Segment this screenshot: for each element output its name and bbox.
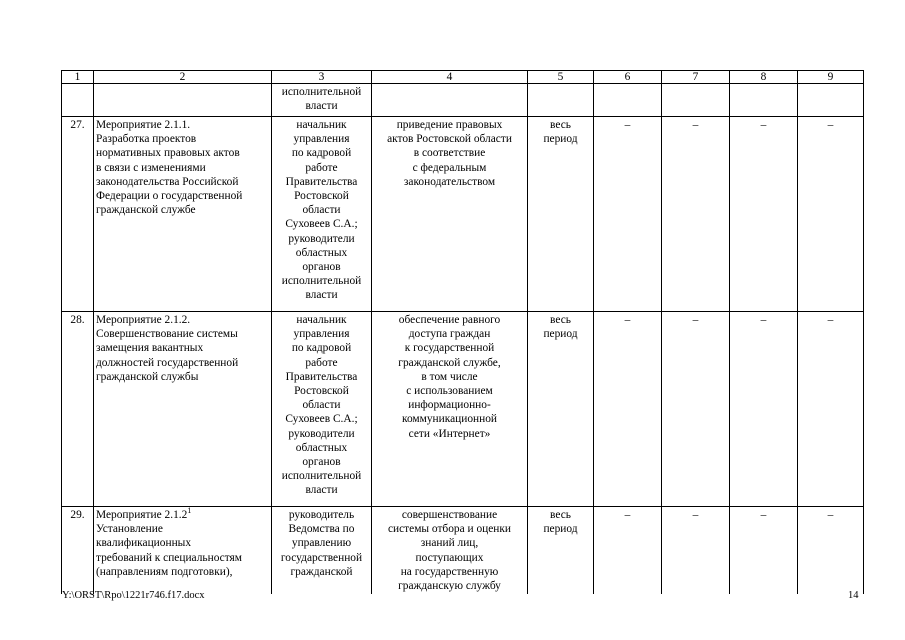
table-cell bbox=[798, 84, 864, 117]
responsible-cell: исполнительной власти bbox=[272, 84, 372, 117]
event-cell: Мероприятие 2.1.1. Разработка проектов нормативных правовых актов в связи с изменениями законодательства Российской Федерации о государственной гражданской службе bbox=[94, 117, 272, 312]
table-cell bbox=[372, 84, 528, 117]
responsible-cell: руководитель Ведомства по управлению государственной гражданской bbox=[272, 507, 372, 595]
responsible-cell: начальник управления по кадровой работе Правительства Ростовской области Суховеев С.А.; руководители областных органов исполнительной власти bbox=[272, 312, 372, 507]
header-cell-9: 9 bbox=[798, 71, 864, 84]
table-cell bbox=[528, 84, 594, 117]
event-text: Установление квалификационных требований к специальностям (направлениям подготовки), bbox=[96, 523, 242, 578]
period-cell: весь период bbox=[528, 507, 594, 595]
file-path: Y:\ORST\Rpo\1221r746.f17.docx bbox=[62, 590, 205, 601]
row-number: 27. bbox=[62, 117, 94, 312]
result-cell: обеспечение равного доступа граждан к государственной гражданской службе, в том числе с использованием информационно- коммуникационной сети «Интернет» bbox=[372, 312, 528, 507]
table-row bbox=[62, 507, 864, 595]
period-cell: весь период bbox=[528, 312, 594, 507]
table-cell bbox=[62, 84, 94, 117]
col9-cell: – bbox=[798, 117, 864, 312]
header-cell-3: 3 bbox=[272, 71, 372, 84]
continuation-row bbox=[62, 84, 864, 117]
header-row bbox=[62, 71, 864, 84]
header-cell-6: 6 bbox=[594, 71, 662, 84]
period-cell: весь период bbox=[528, 117, 594, 312]
col9-cell: – bbox=[798, 312, 864, 507]
col6-cell: – bbox=[594, 507, 662, 595]
page-number: 14 bbox=[848, 590, 859, 601]
table-row bbox=[62, 312, 864, 507]
col8-cell: – bbox=[730, 507, 798, 595]
table-row bbox=[62, 117, 864, 312]
event-cell: Мероприятие 2.1.2. Совершенствование системы замещения вакантных должностей государственной гражданской службы bbox=[94, 312, 272, 507]
table-cell bbox=[594, 84, 662, 117]
activity-table bbox=[61, 70, 864, 594]
table-cell bbox=[94, 84, 272, 117]
col9-cell: – bbox=[798, 507, 864, 595]
col7-cell: – bbox=[662, 312, 730, 507]
header-cell-1: 1 bbox=[62, 71, 94, 84]
footnote-marker: 1 bbox=[187, 506, 192, 515]
header-cell-2: 2 bbox=[94, 71, 272, 84]
row-number: 28. bbox=[62, 312, 94, 507]
row-number: 29. bbox=[62, 507, 94, 595]
col7-cell: – bbox=[662, 507, 730, 595]
table-cell bbox=[662, 84, 730, 117]
col8-cell: – bbox=[730, 117, 798, 312]
col6-cell: – bbox=[594, 117, 662, 312]
table-cell bbox=[730, 84, 798, 117]
event-title: Мероприятие 2.1.2 bbox=[96, 509, 188, 521]
header-cell-7: 7 bbox=[662, 71, 730, 84]
result-cell: приведение правовых актов Ростовской области в соответствие с федеральным законодательством bbox=[372, 117, 528, 312]
header-cell-4: 4 bbox=[372, 71, 528, 84]
responsible-cell: начальник управления по кадровой работе Правительства Ростовской области Суховеев С.А.; руководители областных органов исполнительной власти bbox=[272, 117, 372, 312]
col7-cell: – bbox=[662, 117, 730, 312]
header-cell-5: 5 bbox=[528, 71, 594, 84]
result-cell: совершенствование системы отбора и оценки знаний лиц, поступающих на государственную гражданскую службу bbox=[372, 507, 528, 595]
col8-cell: – bbox=[730, 312, 798, 507]
event-cell bbox=[94, 507, 272, 595]
col6-cell: – bbox=[594, 312, 662, 507]
header-cell-8: 8 bbox=[730, 71, 798, 84]
